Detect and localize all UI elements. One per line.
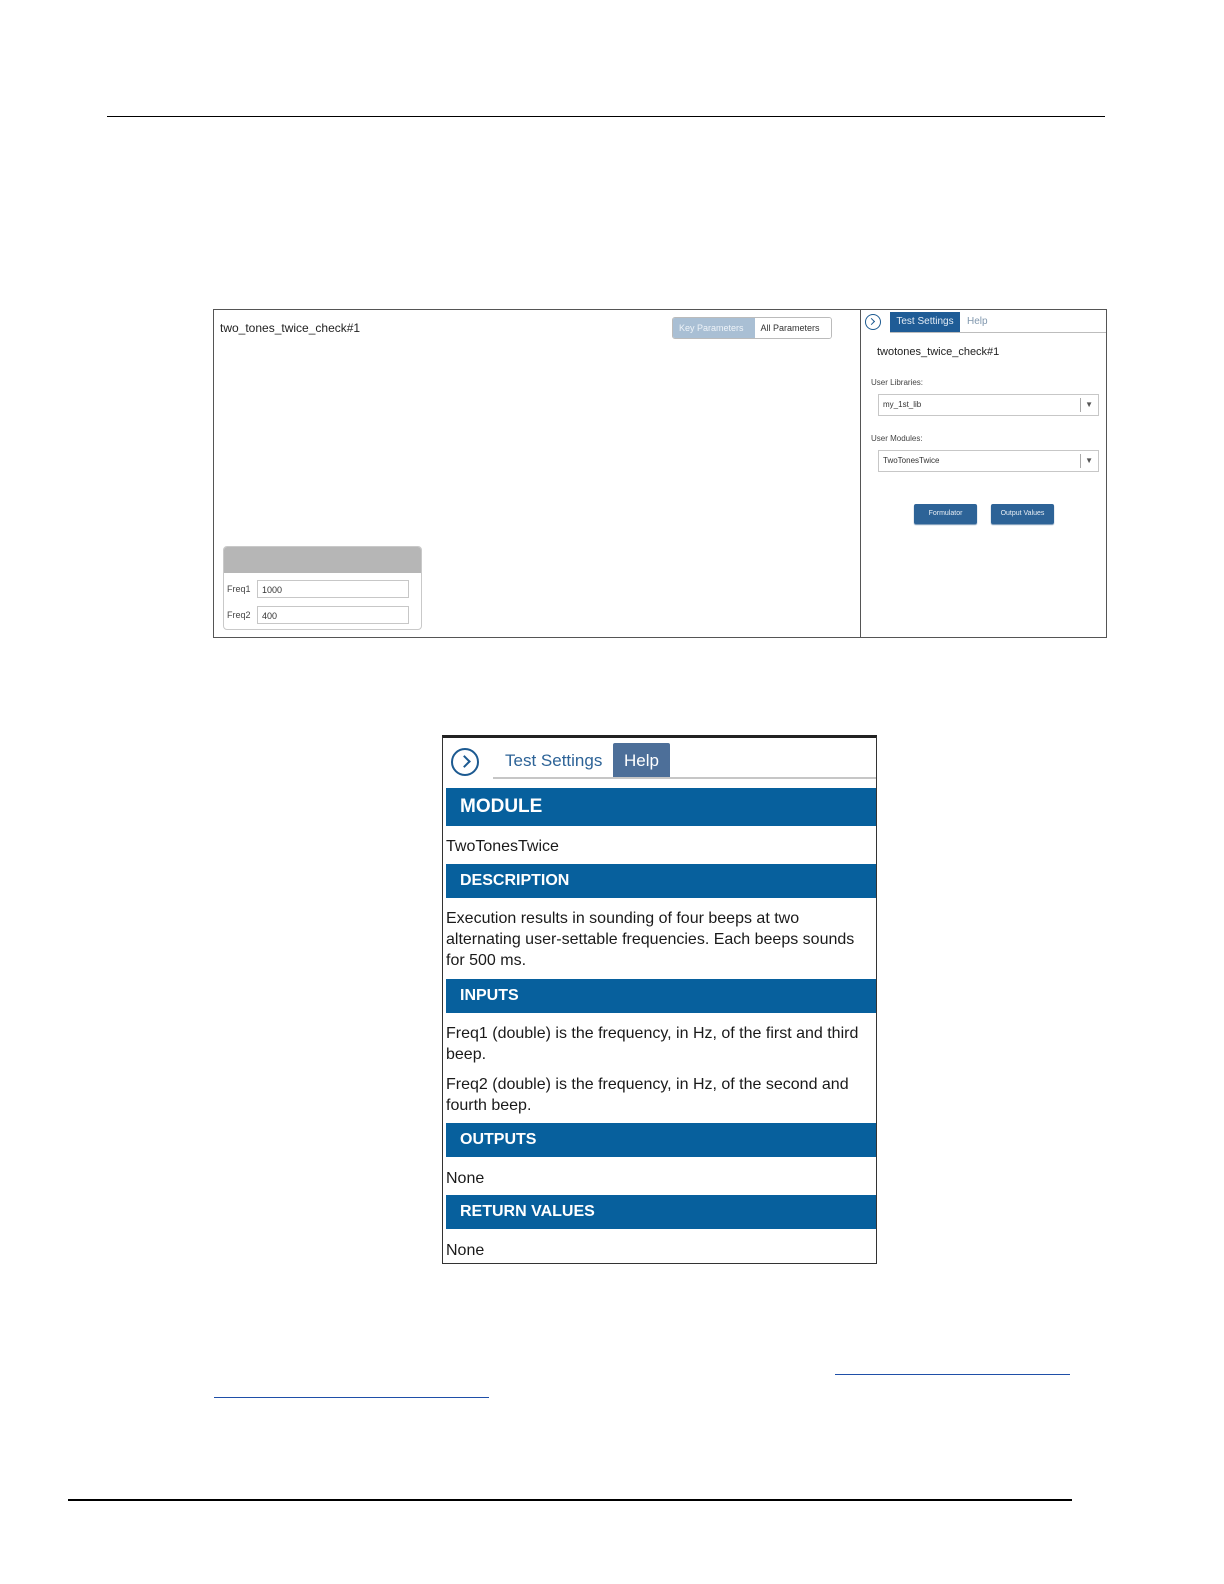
tab-divider bbox=[493, 777, 876, 779]
user-libraries-label: User Libraries: bbox=[871, 378, 924, 387]
key-parameters-button[interactable]: Key Parameters bbox=[673, 318, 755, 338]
return-values-heading: RETURN VALUES bbox=[446, 1195, 876, 1229]
user-modules-value: TwoTonesTwice bbox=[883, 456, 940, 465]
key-parameters-screenshot bbox=[213, 309, 1107, 638]
user-libraries-value: my_1st_lib bbox=[883, 400, 922, 409]
collapse-chevron-icon[interactable] bbox=[865, 314, 881, 330]
tab-divider bbox=[890, 332, 1106, 333]
tab-test-settings[interactable]: Test Settings bbox=[505, 751, 603, 770]
return-values-text: None bbox=[446, 1242, 485, 1259]
settings-pane bbox=[861, 310, 1106, 637]
description-text: Execution results in sounding of four beeps at two alternating user-settable frequencies. Each beeps sounds for 500 ms. bbox=[446, 910, 855, 969]
chevron-down-icon: ▼ bbox=[1085, 456, 1093, 465]
freq2-label: Freq2 bbox=[227, 610, 251, 620]
tab-test-settings[interactable]: Test Settings bbox=[890, 312, 960, 332]
inputs-heading: INPUTS bbox=[446, 979, 876, 1013]
hyperlink-underline[interactable] bbox=[214, 1397, 489, 1398]
footer-rule bbox=[68, 1499, 1072, 1501]
parameter-view-toggle bbox=[672, 317, 832, 339]
header-rule bbox=[107, 116, 1105, 117]
tab-help[interactable]: Help bbox=[613, 743, 670, 778]
param-row-freq1 bbox=[227, 579, 409, 599]
description-heading: DESCRIPTION bbox=[446, 864, 876, 898]
key-parameters-panel bbox=[223, 546, 422, 630]
all-parameters-button[interactable]: All Parameters bbox=[755, 318, 831, 338]
help-pane-screenshot bbox=[442, 735, 877, 1264]
parameters-pane bbox=[214, 310, 861, 637]
module-text: TwoTonesTwice bbox=[446, 838, 559, 855]
test-name: two_tones_twice_check#1 bbox=[220, 321, 361, 335]
hyperlink-underline[interactable] bbox=[835, 1374, 1070, 1375]
input-freq1-text: Freq1 (double) is the frequency, in Hz, of the first and third beep. bbox=[446, 1025, 859, 1063]
user-modules-label: User Modules: bbox=[871, 434, 923, 443]
user-modules-dropdown[interactable] bbox=[878, 450, 1099, 472]
panel-header bbox=[224, 547, 421, 573]
outputs-text: None bbox=[446, 1170, 485, 1187]
settings-test-name: twotones_twice_check#1 bbox=[877, 346, 1000, 358]
freq1-input[interactable]: 1000 bbox=[257, 580, 409, 598]
chevron-down-icon: ▼ bbox=[1085, 400, 1093, 409]
param-row-freq2 bbox=[227, 605, 409, 625]
formulator-button[interactable]: Formulator bbox=[914, 504, 977, 524]
freq1-label: Freq1 bbox=[227, 584, 251, 594]
freq2-input[interactable]: 400 bbox=[257, 606, 409, 624]
user-libraries-dropdown[interactable] bbox=[878, 394, 1099, 416]
module-heading: MODULE bbox=[446, 788, 876, 826]
tab-help[interactable]: Help bbox=[967, 316, 988, 327]
input-freq2-text: Freq2 (double) is the frequency, in Hz, of the second and fourth beep. bbox=[446, 1076, 849, 1114]
outputs-heading: OUTPUTS bbox=[446, 1123, 876, 1157]
collapse-chevron-icon[interactable] bbox=[451, 748, 479, 776]
output-values-button[interactable]: Output Values bbox=[991, 504, 1054, 524]
